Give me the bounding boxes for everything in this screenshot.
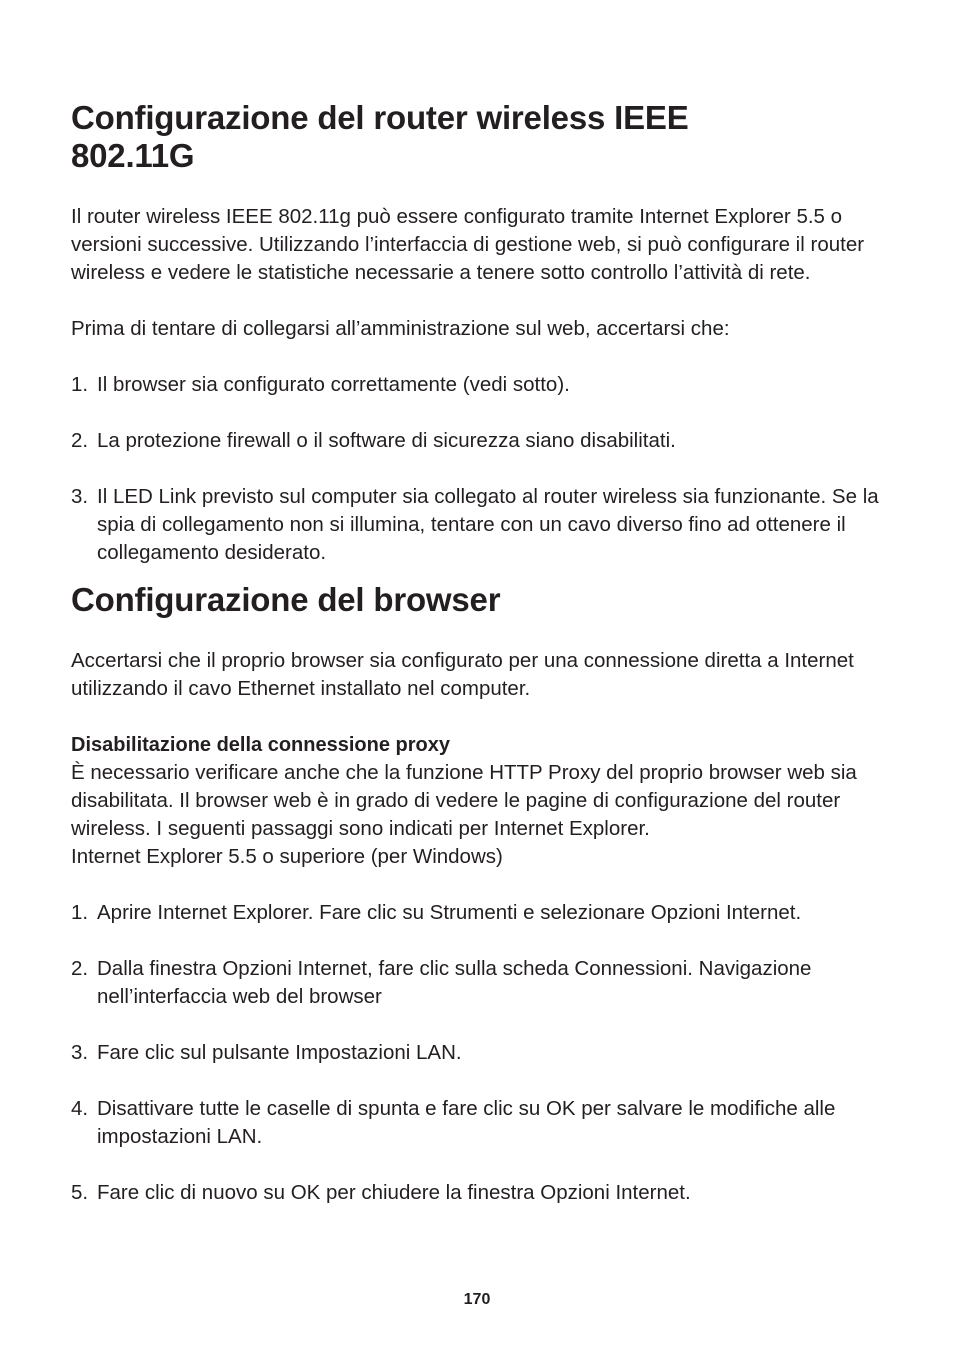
list-item [71, 1039, 891, 1067]
ie-version-line: Internet Explorer 5.5 o superiore (per Windows) [71, 845, 503, 868]
proxy-subheading: Disabilitazione della connessione proxy [71, 734, 450, 756]
list-item-number: 3. [71, 485, 89, 508]
list-item [71, 955, 891, 1011]
list-item-number: 3. [71, 1041, 89, 1064]
list-item-text: Fare clic sul pulsante Impostazioni LAN. [97, 1041, 462, 1064]
proxy-paragraph: È necessario verificare anche che la funzione HTTP Proxy del proprio browser web sia disabilitata. Il browser web è in grado di vedere le pagine di configurazione del router wireless. I seguenti passaggi sono indicati per Internet Explorer. [71, 761, 857, 840]
page-content [71, 99, 891, 1207]
proxy-steps-list [71, 899, 891, 1207]
list-item-text: Aprire Internet Explorer. Fare clic su Strumenti e selezionare Opzioni Internet. [97, 901, 802, 924]
list-item-text: La protezione firewall o il software di sicurezza siano disabilitati. [97, 429, 676, 452]
section-title-browser: Configurazione del browser [71, 581, 501, 618]
list-item-text: Disattivare tutte le caselle di spunta e fare clic su OK per salvare le modifiche alle impostazioni LAN. [97, 1097, 836, 1148]
section-title-line1: Configurazione del router wireless IEEE [71, 99, 689, 136]
list-item-text: Dalla finestra Opzioni Internet, fare clic sulla scheda Connessioni. Navigazione nell’interfaccia web del browser [97, 957, 812, 1008]
list-item [71, 483, 891, 567]
list-item-number: 4. [71, 1097, 89, 1120]
list-item-number: 2. [71, 957, 89, 980]
list-item-text: Il LED Link previsto sul computer sia collegato al router wireless sia funzionante. Se la spia di collegamento non si illumina, tentare con un cavo diverso fino ad ottenere il collegamento desiderato. [97, 485, 879, 564]
router-intro-paragraph: Il router wireless IEEE 802.11g può essere configurato tramite Internet Explorer 5.5 o versioni successive. Utilizzando l’interfaccia di gestione web, si può configurare il router wireless e vedere le statistiche necessarie a tenere sotto controllo l’attività di rete. [71, 205, 865, 284]
section-title-router [71, 99, 891, 175]
browser-intro-paragraph: Accertarsi che il proprio browser sia configurato per una connessione diretta a Internet utilizzando il cavo Ethernet installato nel computer. [71, 649, 854, 700]
list-item [71, 899, 891, 927]
list-item-number: 1. [71, 901, 89, 924]
page-number: 170 [463, 1291, 491, 1308]
list-item [71, 1095, 891, 1151]
list-item-number: 5. [71, 1181, 89, 1204]
list-item [71, 1179, 891, 1207]
list-item-number: 2. [71, 429, 89, 452]
prerequisites-lead: Prima di tentare di collegarsi all’amministrazione sul web, accertarsi che: [71, 317, 730, 340]
section-title-line2: 802.11G [71, 137, 195, 174]
list-item [71, 371, 891, 399]
list-item-text: Il browser sia configurato correttamente (vedi sotto). [97, 373, 570, 396]
list-item-text: Fare clic di nuovo su OK per chiudere la finestra Opzioni Internet. [97, 1181, 691, 1204]
prerequisites-list [71, 371, 891, 567]
list-item-number: 1. [71, 373, 89, 396]
list-item [71, 427, 891, 455]
